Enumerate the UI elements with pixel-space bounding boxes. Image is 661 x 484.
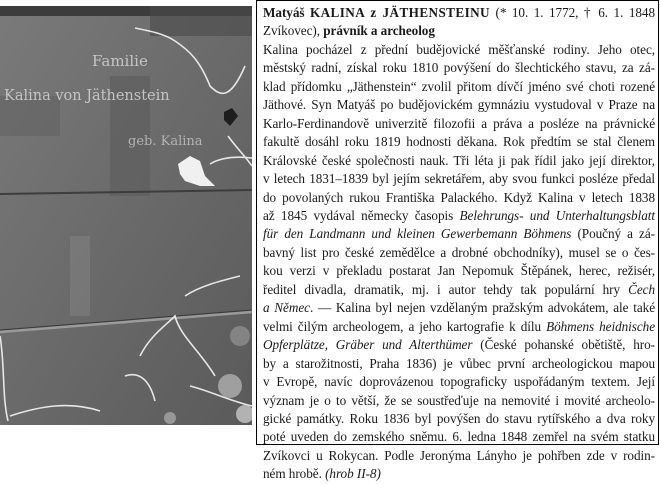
body-line <box>263 189 655 207</box>
body-text: bavný list pro české zemědělce a drobné obchodníky), musel se o čes- <box>263 244 655 260</box>
body-text: (Poučný a zá- <box>571 226 655 242</box>
body-text: význam je o to větší, že se soustřeďuje na nemovité i movité archeolo- <box>263 392 655 408</box>
body-line <box>263 133 655 151</box>
body-line <box>263 281 655 299</box>
body-text: ném hrobě. <box>263 466 326 482</box>
inscription-line-3: geb. Kalina <box>128 134 203 149</box>
body-line <box>263 410 655 428</box>
person-first-name: Matyáš <box>263 5 305 20</box>
body-line <box>263 78 655 96</box>
body-line <box>263 447 655 465</box>
inscription-line-2: Kalina von Jäthenstein <box>4 88 170 104</box>
body-line <box>263 262 655 280</box>
body-text: Jäthové. Syn Matyáš po budějovickém gymnáziu vystudoval v Praze na <box>263 97 655 113</box>
italic-title-text: Opferplätze, Gräber und Alterthümer <box>263 337 473 353</box>
body-text: kou verzi v překladu postarat Jan Nepomuk Štěpánek, herec, režisér, <box>263 263 655 279</box>
life-dates: (* 10. 1. 1772, † 6. 1. 1848 <box>495 5 656 20</box>
body-line <box>263 152 655 170</box>
body-text: v Evropě, navíc doprovázenou topograficky uspořádaným textem. Její <box>263 374 655 390</box>
body-line <box>263 41 655 59</box>
biography-body <box>263 41 658 484</box>
body-text: Kalina pocházel z přední budějovické měšťanské rodiny. Jeho otec, <box>263 41 655 57</box>
body-line <box>263 428 655 446</box>
body-text: . — Kalina byl nejen vzdělaným pražským advokátem, ale také <box>309 300 656 316</box>
person-surname: KALINA z JÄTHENSTEINU <box>309 5 490 20</box>
italic-title-text: Böhmens heidnische <box>546 318 655 334</box>
body-text: (České pohanské obětiště, hro- <box>472 337 655 353</box>
body-line <box>263 244 655 262</box>
italic-title-text: (hrob II-8) <box>325 466 381 482</box>
italic-title-text: für den Landmann und kleinen Gewerbemann Böhmens <box>263 226 572 242</box>
body-text: městský radní, získal roku 1810 povýšení do šlechtického stavu, za zá- <box>263 60 655 76</box>
body-text: ředitel divadla, dramatik, mj. i autor tehdy tak populární hry <box>263 281 629 297</box>
body-text: fakultě dosáhl roku 1819 hodnosti děkana. Rok předtím se stal členem <box>263 134 655 150</box>
italic-title-text: Čech <box>628 281 655 297</box>
person-role: právník a archeolog <box>323 23 435 39</box>
body-line <box>263 170 655 188</box>
body-line <box>263 392 655 410</box>
body-text: velmi čilým archeologem, a jeho kartografie k dílu <box>263 318 547 334</box>
body-line <box>263 373 655 391</box>
body-text: gické památky. Roku 1836 byl povýšen do stavu rytířského a dva roky <box>263 410 655 426</box>
death-place: Zvíkovec), <box>263 23 320 39</box>
body-text: by a starožitnosti, Praha 1836) je vůbec první archeologickou mapou <box>263 355 655 371</box>
body-line <box>263 336 655 354</box>
body-line <box>263 207 655 225</box>
body-line <box>263 225 655 243</box>
inscription-line-1: Familie <box>92 52 148 70</box>
body-text: Královské české společnosti nauk. Tři léta ji pak řídil jako její direktor, <box>263 152 655 168</box>
entry-heading-line-1 <box>263 4 655 22</box>
body-line <box>263 96 655 114</box>
body-text: Zvíkovci u Rokycan. Podle Jeronýma Lányho je pohřben zde v rodin- <box>263 447 655 463</box>
body-text: poté uveden do zemského sněmu. 6. ledna 1848 zemřel na svém statku <box>263 429 655 445</box>
body-text: do povolaných rukou Františka Palackého. Když Kalina v letech 1838 <box>263 189 655 205</box>
italic-title-text: Belehrungs- und Unterhaltungsblatt <box>459 207 655 223</box>
body-line <box>263 59 655 77</box>
body-text: až 1845 vydával německy časopis <box>263 207 460 223</box>
body-text: v letech 1831–1839 byl jejím sekretářem, aby svou funkci posléze předal <box>263 171 655 187</box>
body-line <box>263 318 655 336</box>
biography-entry <box>256 0 659 482</box>
body-line <box>263 465 655 483</box>
tomb-photo <box>0 6 252 425</box>
body-line <box>263 299 655 317</box>
entry-heading-line-2 <box>263 22 655 40</box>
body-line <box>263 115 655 133</box>
italic-title-text: a Němec <box>263 300 310 316</box>
body-text: klad přídomku „Jäthenstein“ zvolil přitom dívčí jméno své choti rozené <box>263 78 655 94</box>
body-text: Karlo-Ferdinandově univerzitě filozofii a práva a posléze na právnické <box>263 115 655 131</box>
body-line <box>263 355 655 373</box>
